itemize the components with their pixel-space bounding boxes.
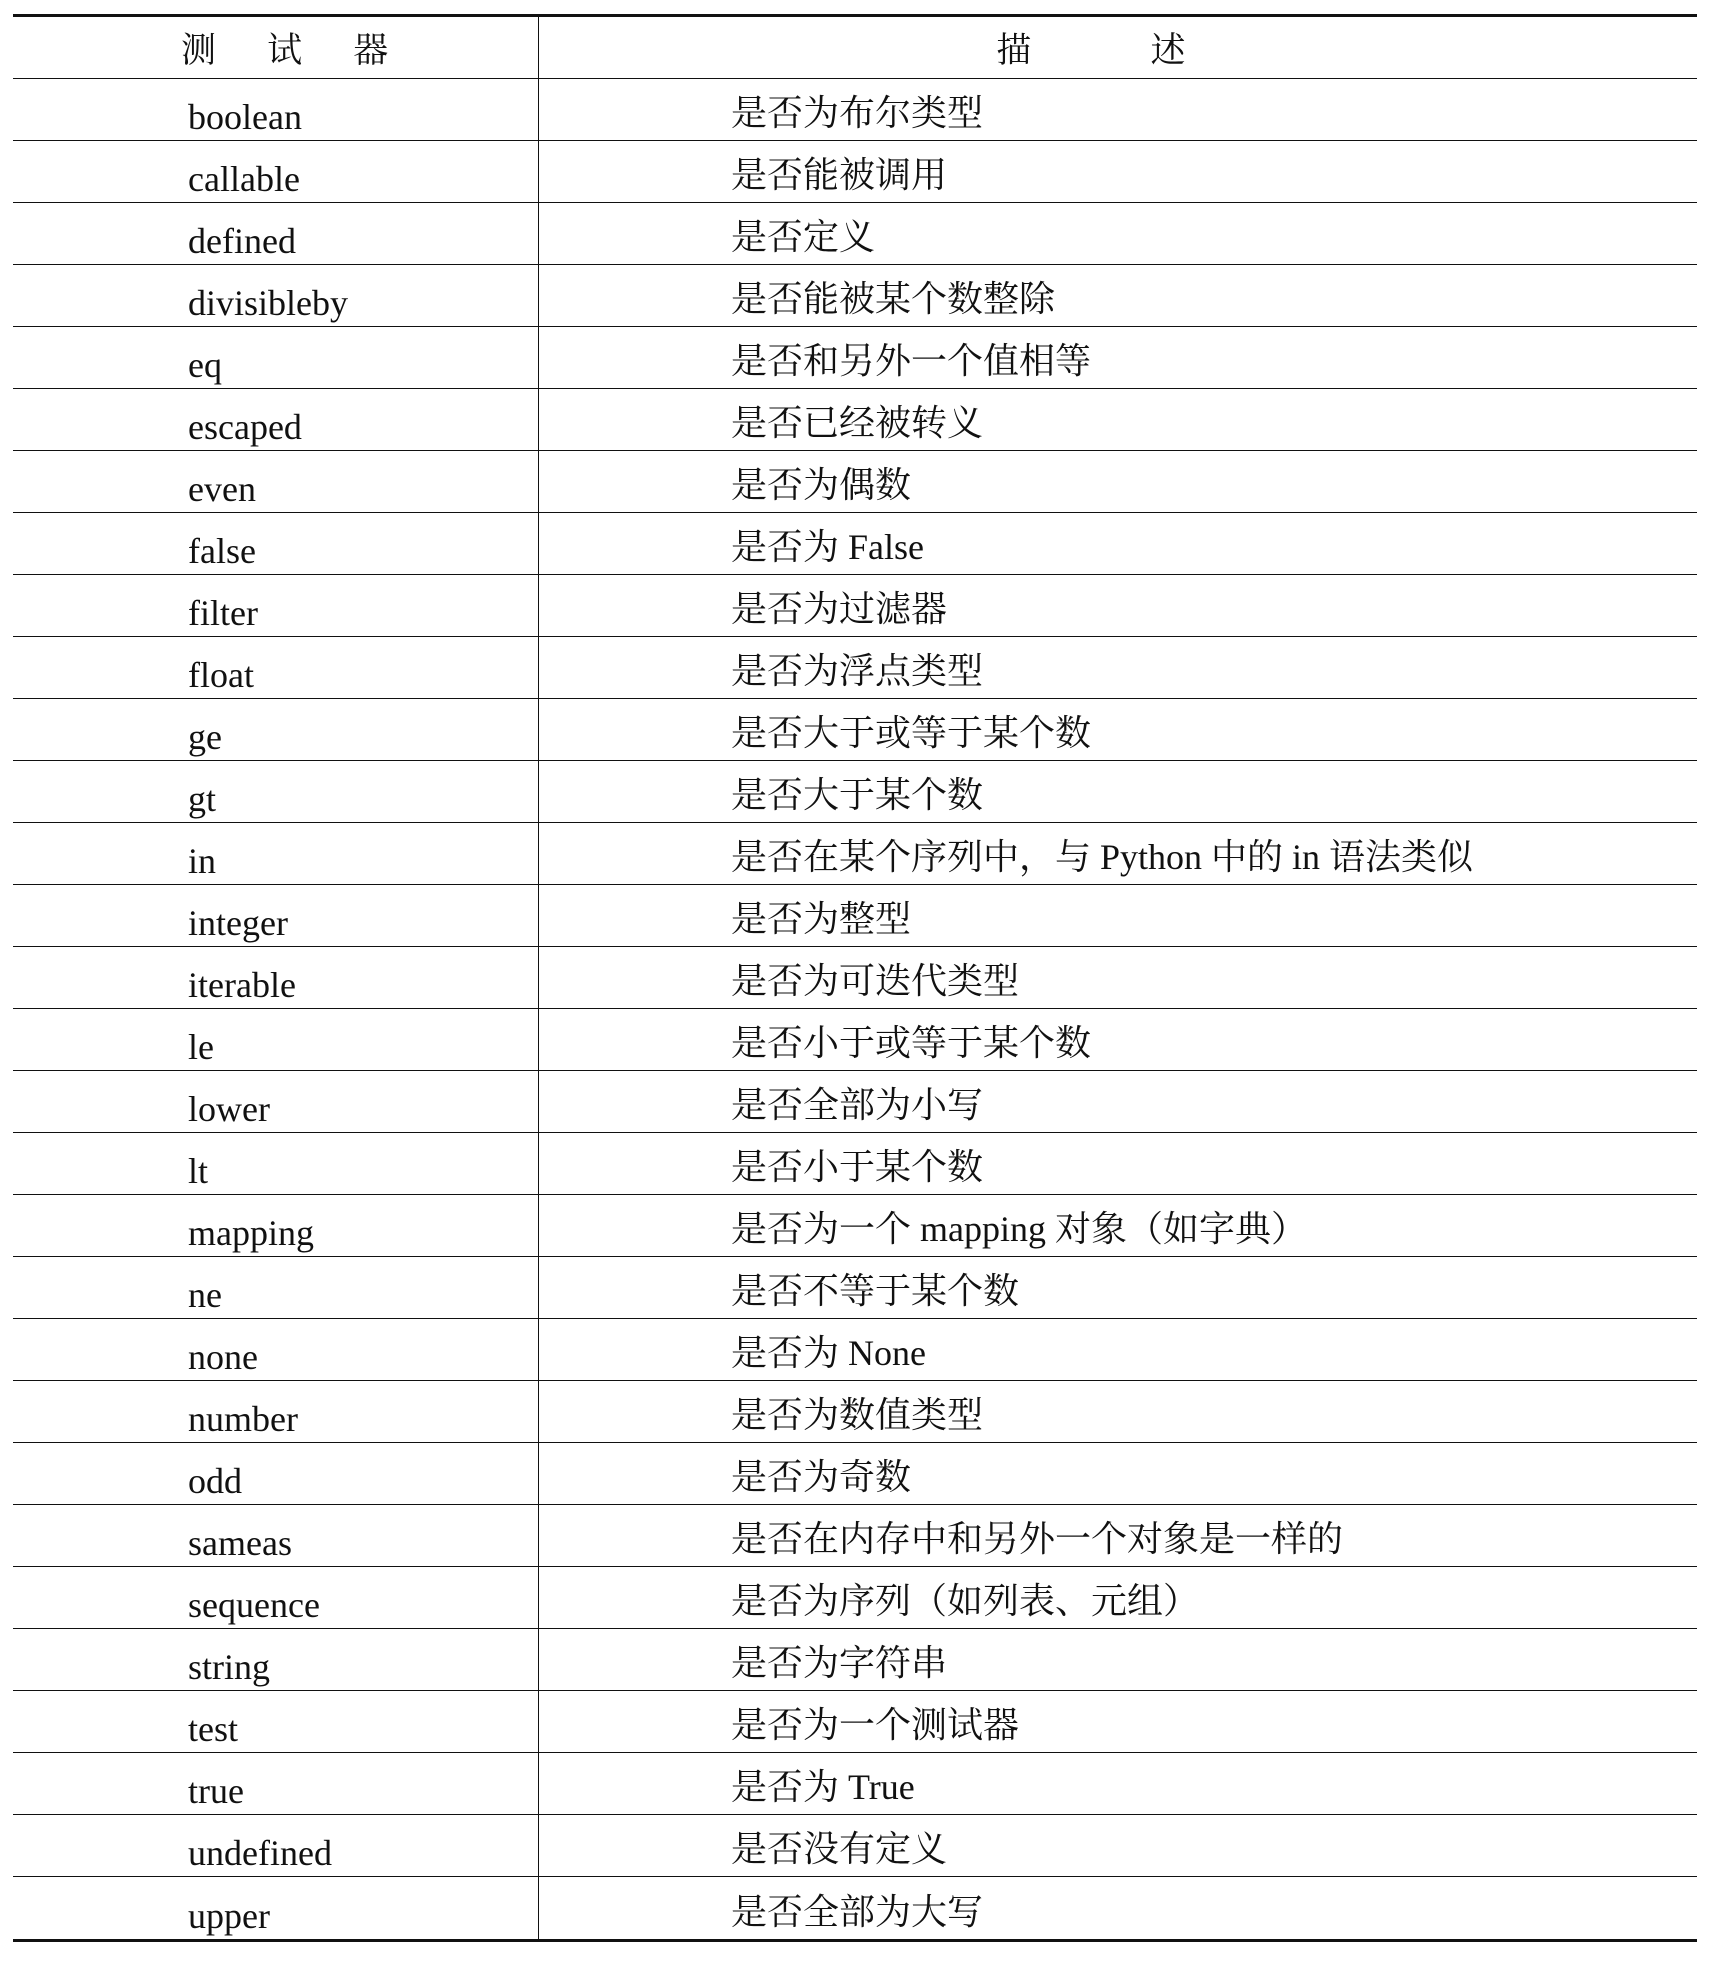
table-row bbox=[13, 885, 1697, 947]
tester-description-cell: 是否为过滤器 bbox=[731, 589, 948, 629]
table-row bbox=[13, 699, 1697, 761]
tester-name-cell: true bbox=[13, 1753, 539, 1814]
table-row bbox=[13, 1133, 1697, 1195]
tester-name-cell: iterable bbox=[13, 947, 539, 1008]
tester-name-cell: filter bbox=[13, 575, 539, 636]
table-row bbox=[13, 947, 1697, 1009]
tester-description-cell: 是否为浮点类型 bbox=[731, 651, 984, 691]
tester-description-cell: 是否在内存中和另外一个对象是一样的 bbox=[731, 1519, 1344, 1559]
tester-name-cell: ge bbox=[13, 699, 539, 760]
tester-name-cell: float bbox=[13, 637, 539, 698]
table-row bbox=[13, 1815, 1697, 1877]
tester-description-cell: 是否小于某个数 bbox=[731, 1147, 984, 1187]
table-row bbox=[13, 203, 1697, 265]
tester-description-cell: 是否大于某个数 bbox=[731, 775, 984, 815]
tester-description-cell: 是否定义 bbox=[731, 217, 876, 257]
table-row bbox=[13, 1753, 1697, 1815]
table-row bbox=[13, 141, 1697, 203]
tester-name-cell: number bbox=[13, 1381, 539, 1442]
table-header-row bbox=[13, 17, 1697, 79]
tester-description-cell: 是否为布尔类型 bbox=[731, 93, 984, 133]
tester-description-cell: 是否为整型 bbox=[731, 899, 912, 939]
tester-name-cell: upper bbox=[13, 1877, 539, 1939]
tester-name-cell: sameas bbox=[13, 1505, 539, 1566]
tester-name-cell: defined bbox=[13, 203, 539, 264]
table-row bbox=[13, 761, 1697, 823]
tester-description-cell: 是否大于或等于某个数 bbox=[731, 713, 1092, 753]
header-tester: 测 试 器 bbox=[13, 17, 539, 78]
tester-name-cell: lt bbox=[13, 1133, 539, 1194]
tester-name-cell: mapping bbox=[13, 1195, 539, 1256]
tester-name-cell: eq bbox=[13, 327, 539, 388]
tester-description-cell: 是否为字符串 bbox=[731, 1643, 948, 1683]
table-row bbox=[13, 823, 1697, 885]
tester-table bbox=[13, 14, 1697, 1942]
table-row bbox=[13, 513, 1697, 575]
tester-description-cell: 是否不等于某个数 bbox=[731, 1271, 1020, 1311]
tester-name-cell: none bbox=[13, 1319, 539, 1380]
table-row bbox=[13, 1691, 1697, 1753]
table-row bbox=[13, 451, 1697, 513]
table-row bbox=[13, 1381, 1697, 1443]
table-row bbox=[13, 1877, 1697, 1939]
tester-name-cell: le bbox=[13, 1009, 539, 1070]
table-row bbox=[13, 79, 1697, 141]
tester-name-cell: gt bbox=[13, 761, 539, 822]
tester-description-cell: 是否为 None bbox=[731, 1333, 926, 1373]
tester-description-cell: 是否为 False bbox=[731, 527, 924, 567]
tester-name-cell: test bbox=[13, 1691, 539, 1752]
tester-name-cell: sequence bbox=[13, 1567, 539, 1628]
tester-description-cell: 是否已经被转义 bbox=[731, 403, 984, 443]
table-row bbox=[13, 389, 1697, 451]
table-row bbox=[13, 1505, 1697, 1567]
tester-description-cell: 是否和另外一个值相等 bbox=[731, 341, 1092, 381]
tester-name-cell: callable bbox=[13, 141, 539, 202]
tester-name-cell: escaped bbox=[13, 389, 539, 450]
tester-description-cell: 是否能被某个数整除 bbox=[731, 279, 1056, 319]
tester-description-cell: 是否为偶数 bbox=[731, 465, 912, 505]
tester-description-cell: 是否在某个序列中，与 Python 中的 in 语法类似 bbox=[731, 837, 1474, 877]
table-row bbox=[13, 1071, 1697, 1133]
table-row bbox=[13, 1009, 1697, 1071]
tester-name-cell: ne bbox=[13, 1257, 539, 1318]
table-row bbox=[13, 1629, 1697, 1691]
tester-description-cell: 是否为数值类型 bbox=[731, 1395, 984, 1435]
table-row bbox=[13, 1567, 1697, 1629]
tester-description-cell: 是否小于或等于某个数 bbox=[731, 1023, 1092, 1063]
tester-description-cell: 是否为可迭代类型 bbox=[731, 961, 1020, 1001]
header-description: 描 述 bbox=[996, 30, 1240, 71]
tester-description-cell: 是否全部为大写 bbox=[731, 1892, 984, 1932]
tester-name-cell: undefined bbox=[13, 1815, 539, 1876]
tester-name-cell: in bbox=[13, 823, 539, 884]
tester-description-cell: 是否没有定义 bbox=[731, 1829, 948, 1869]
tester-name-cell: lower bbox=[13, 1071, 539, 1132]
tester-description-cell: 是否为序列（如列表、元组） bbox=[731, 1581, 1200, 1621]
table-row bbox=[13, 1319, 1697, 1381]
tester-description-cell: 是否为 True bbox=[731, 1767, 915, 1807]
table-row bbox=[13, 327, 1697, 389]
table-row bbox=[13, 1257, 1697, 1319]
tester-name-cell: integer bbox=[13, 885, 539, 946]
tester-name-cell: false bbox=[13, 513, 539, 574]
tester-description-cell: 是否能被调用 bbox=[731, 155, 948, 195]
tester-name-cell: boolean bbox=[13, 79, 539, 140]
tester-description-cell: 是否为一个测试器 bbox=[731, 1705, 1020, 1745]
tester-description-cell: 是否为奇数 bbox=[731, 1457, 912, 1497]
tester-name-cell: odd bbox=[13, 1443, 539, 1504]
tester-description-cell: 是否全部为小写 bbox=[731, 1085, 984, 1125]
tester-name-cell: divisibleby bbox=[13, 265, 539, 326]
tester-description-cell: 是否为一个 mapping 对象（如字典） bbox=[731, 1209, 1307, 1249]
table-row bbox=[13, 1195, 1697, 1257]
table-row bbox=[13, 265, 1697, 327]
tester-name-cell: even bbox=[13, 451, 539, 512]
table-row bbox=[13, 637, 1697, 699]
table-row bbox=[13, 1443, 1697, 1505]
table-row bbox=[13, 575, 1697, 637]
tester-name-cell: string bbox=[13, 1629, 539, 1690]
